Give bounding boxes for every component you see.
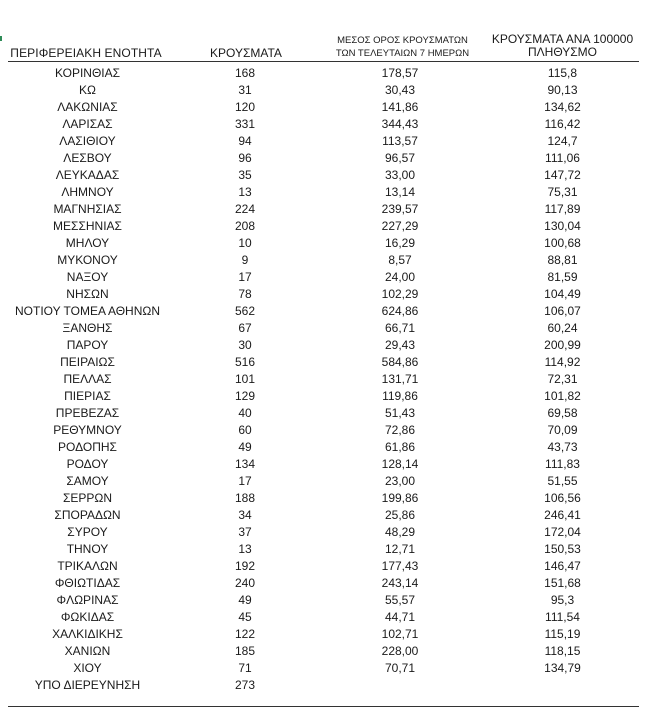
cases-cell: 67 — [238, 321, 252, 335]
table-row — [0, 303, 650, 320]
table-row — [0, 575, 650, 592]
cases-cell: 30 — [238, 338, 252, 352]
header-cases-per-100k — [485, 33, 640, 59]
cases-cell: 192 — [234, 559, 256, 573]
average-7day-cell: 344,43 — [381, 117, 419, 131]
per-100k-cell: 111,83 — [545, 457, 580, 471]
table-row — [0, 439, 650, 456]
per-100k-cell: 130,04 — [544, 219, 581, 233]
cases-cell: 40 — [238, 406, 252, 420]
table-row — [0, 507, 650, 524]
average-7day-cell: 243,14 — [381, 576, 419, 590]
average-7day-cell: 55,57 — [384, 593, 416, 607]
average-7day-cell: 66,71 — [384, 321, 416, 335]
region-cell: ΚΟΡΙΝΘΙΑΣ — [54, 66, 121, 80]
cases-cell: 208 — [234, 219, 256, 233]
cases-cell: 10 — [238, 236, 252, 250]
region-cell: ΡΕΘΥΜΝΟΥ — [53, 423, 122, 437]
cases-cell: 17 — [238, 270, 252, 284]
average-7day-cell: 13,14 — [384, 185, 416, 199]
region-cell: ΜΗΛΟΥ — [65, 236, 110, 250]
average-7day-cell: 30,43 — [384, 83, 416, 97]
table-row — [0, 592, 650, 609]
header-region: ΠΕΡΙΦΕΡΕΙΑΚΗ ΕΝΟΤΗΤΑ — [10, 46, 162, 60]
per-100k-cell: 111,54 — [545, 610, 580, 624]
cases-cell: 13 — [238, 185, 252, 199]
cases-cell: 37 — [238, 525, 252, 539]
cases-cell: 34 — [238, 508, 252, 522]
average-7day-cell: 16,29 — [384, 236, 416, 250]
cases-cell: 134 — [234, 457, 256, 471]
table-row — [0, 269, 650, 286]
average-7day-cell: 25,86 — [384, 508, 416, 522]
average-7day-cell: 23,00 — [384, 474, 416, 488]
region-cell: ΥΠΟ ΔΙΕΡΕΥΝΗΣΗ — [34, 678, 141, 692]
per-100k-cell: 134,62 — [544, 100, 581, 114]
cases-cell: 9 — [241, 253, 249, 267]
table-row — [0, 609, 650, 626]
average-7day-cell: 72,86 — [384, 423, 416, 437]
table-row — [0, 490, 650, 507]
table-row — [0, 677, 650, 694]
per-100k-cell: 200,99 — [544, 338, 581, 352]
edge-mark — [0, 36, 2, 41]
header-divider — [8, 61, 639, 62]
table-row — [0, 524, 650, 541]
cases-cell: 273 — [234, 678, 256, 692]
region-cell: ΣΠΟΡΑΔΩΝ — [54, 508, 121, 522]
header-7day-average-line2: ΤΩΝ ΤΕΛΕΥΤΑΙΩΝ 7 ΗΜΕΡΩΝ — [335, 48, 470, 59]
cases-cell: 168 — [234, 66, 256, 80]
header-7day-average — [330, 34, 475, 60]
table-row — [0, 354, 650, 371]
table-row — [0, 201, 650, 218]
cases-cell: 35 — [238, 168, 252, 182]
region-cell: ΠΑΡΟΥ — [66, 338, 109, 352]
table-row — [0, 541, 650, 558]
cases-cell: 185 — [234, 644, 256, 658]
region-cell: ΠΕΙΡΑΙΩΣ — [60, 355, 115, 369]
per-100k-cell: 114,92 — [544, 355, 581, 369]
average-7day-cell: 48,29 — [384, 525, 416, 539]
cases-cell: 240 — [234, 576, 256, 590]
average-7day-cell: 178,57 — [381, 66, 419, 80]
region-cell: ΧΑΛΚΙΔΙΚΗΣ — [52, 627, 123, 641]
table-row — [0, 660, 650, 677]
average-7day-cell: 102,29 — [381, 287, 419, 301]
region-cell: ΜΑΓΝΗΣΙΑΣ — [53, 202, 122, 216]
per-100k-cell: 124,7 — [547, 134, 578, 148]
average-7day-cell: 624,86 — [381, 304, 419, 318]
table-row — [0, 252, 650, 269]
region-cell: ΤΡΙΚΑΛΩΝ — [57, 559, 118, 573]
region-cell: ΠΙΕΡΙΑΣ — [64, 389, 111, 403]
per-100k-cell: 151,68 — [544, 576, 581, 590]
average-7day-cell: 239,57 — [381, 202, 419, 216]
region-cell: ΝΗΣΩΝ — [66, 287, 109, 301]
cases-cell: 122 — [234, 627, 256, 641]
average-7day-cell: 33,00 — [384, 168, 416, 182]
per-100k-cell: 246,41 — [544, 508, 581, 522]
region-cell: ΦΛΩΡΙΝΑΣ — [56, 593, 119, 607]
table-row — [0, 184, 650, 201]
region-cell: ΣΥΡΟΥ — [67, 525, 108, 539]
cases-cell: 71 — [238, 661, 252, 675]
table-row — [0, 456, 650, 473]
region-cell: ΛΑΡΙΣΑΣ — [62, 117, 113, 131]
header-cases-per-100k-line2: ΠΛΗΘΥΣΜΟ — [527, 45, 598, 59]
table-row — [0, 320, 650, 337]
region-cell: ΚΩ — [79, 83, 96, 97]
average-7day-cell: 61,86 — [384, 440, 416, 454]
cases-cell: 562 — [234, 304, 256, 318]
per-100k-cell: 101,82 — [544, 389, 581, 403]
per-100k-cell: 70,09 — [547, 423, 578, 437]
header-cases: ΚΡΟΥΣΜΑΤΑ — [210, 46, 282, 60]
header-cases-per-100k-line1: ΚΡΟΥΣΜΑΤΑ ΑΝΑ 100000 — [491, 32, 634, 46]
region-cell: ΦΘΙΩΤΙΔΑΣ — [54, 576, 121, 590]
average-7day-cell: 128,14 — [381, 457, 419, 471]
region-cell: ΣΕΡΡΩΝ — [62, 491, 113, 505]
region-cell: ΝΟΤΙΟΥ ΤΟΜΕΑ ΑΘΗΝΩΝ — [14, 304, 161, 318]
region-cell: ΛΑΣΙΘΙΟΥ — [59, 134, 116, 148]
per-100k-cell: 100,68 — [544, 236, 581, 250]
average-7day-cell: 113,57 — [382, 134, 418, 148]
average-7day-cell: 8,57 — [388, 253, 412, 267]
cases-cell: 96 — [238, 151, 252, 165]
average-7day-cell: 51,43 — [384, 406, 416, 420]
cases-cell: 120 — [234, 100, 256, 114]
per-100k-cell: 116,42 — [544, 117, 581, 131]
cases-cell: 224 — [234, 202, 256, 216]
average-7day-cell: 102,71 — [381, 627, 419, 641]
per-100k-cell: 51,55 — [547, 474, 578, 488]
cases-cell: 94 — [238, 134, 252, 148]
table-row — [0, 167, 650, 184]
average-7day-cell: 177,43 — [381, 559, 419, 573]
region-cell: ΣΑΜΟΥ — [66, 474, 109, 488]
region-cell: ΠΕΛΛΑΣ — [63, 372, 112, 386]
average-7day-cell: 119,86 — [382, 389, 418, 403]
cases-cell: 101 — [234, 372, 256, 386]
cases-cell: 49 — [238, 440, 252, 454]
table-row — [0, 133, 650, 150]
table-row — [0, 388, 650, 405]
region-cell: ΡΟΔΟΠΗΣ — [58, 440, 117, 454]
cases-cell: 17 — [238, 474, 252, 488]
per-100k-cell: 117,89 — [544, 202, 581, 216]
per-100k-cell: 88,81 — [547, 253, 578, 267]
average-7day-cell: 584,86 — [381, 355, 419, 369]
table-row — [0, 558, 650, 575]
cases-cell: 331 — [234, 117, 256, 131]
region-cell: ΡΟΔΟΥ — [66, 457, 109, 471]
table-row — [0, 643, 650, 660]
table-row — [0, 99, 650, 116]
table-row — [0, 337, 650, 354]
region-cell: ΛΕΣΒΟΥ — [63, 151, 112, 165]
table-row — [0, 626, 650, 643]
table-row — [0, 235, 650, 252]
per-100k-cell: 90,13 — [547, 83, 578, 97]
table-row — [0, 473, 650, 490]
table-row — [0, 286, 650, 303]
table-row — [0, 82, 650, 99]
per-100k-cell: 69,58 — [547, 406, 578, 420]
region-cell: ΜΥΚΟΝΟΥ — [57, 253, 118, 267]
average-7day-cell: 141,86 — [381, 100, 419, 114]
region-cell: ΛΑΚΩΝΙΑΣ — [57, 100, 118, 114]
per-100k-cell: 150,53 — [544, 542, 581, 556]
per-100k-cell: 115,8 — [547, 66, 578, 80]
per-100k-cell: 81,59 — [547, 270, 578, 284]
table-row — [0, 405, 650, 422]
per-100k-cell: 106,07 — [544, 304, 581, 318]
average-7day-cell: 24,00 — [384, 270, 416, 284]
cases-cell: 49 — [238, 593, 252, 607]
cases-cell: 129 — [234, 389, 256, 403]
region-cell: ΝΑΞΟΥ — [66, 270, 109, 284]
per-100k-cell: 111,06 — [545, 151, 580, 165]
region-cell: ΧΙΟΥ — [73, 661, 102, 675]
table-row — [0, 371, 650, 388]
per-100k-cell: 172,04 — [544, 525, 581, 539]
header-7day-average-line1: ΜΕΣΟΣ ΟΡΟΣ ΚΡΟΥΣΜΑΤΩΝ — [337, 35, 468, 46]
region-cell: ΦΩΚΙΔΑΣ — [60, 610, 115, 624]
region-cell: ΛΗΜΝΟΥ — [61, 185, 114, 199]
average-7day-cell: 227,29 — [381, 219, 419, 233]
average-7day-cell: 12,71 — [384, 542, 416, 556]
average-7day-cell: 228,00 — [381, 644, 419, 658]
table-row — [0, 150, 650, 167]
per-100k-cell: 106,56 — [544, 491, 581, 505]
average-7day-cell: 96,57 — [384, 151, 416, 165]
region-cell: ΞΑΝΘΗΣ — [62, 321, 113, 335]
cases-cell: 31 — [238, 83, 252, 97]
table-bottom-rule — [8, 706, 639, 707]
per-100k-cell: 75,31 — [547, 185, 578, 199]
average-7day-cell: 131,71 — [381, 372, 419, 386]
average-7day-cell: 29,43 — [384, 338, 416, 352]
per-100k-cell: 95,3 — [550, 593, 575, 607]
cases-cell: 78 — [238, 287, 252, 301]
table-row — [0, 116, 650, 133]
average-7day-cell: 199,86 — [381, 491, 419, 505]
table-body — [0, 65, 650, 694]
per-100k-cell: 43,73 — [547, 440, 578, 454]
cases-cell: 60 — [238, 423, 252, 437]
per-100k-cell: 134,79 — [544, 661, 581, 675]
per-100k-cell: 72,31 — [547, 372, 578, 386]
cases-cell: 45 — [238, 610, 252, 624]
table-row — [0, 422, 650, 439]
per-100k-cell: 115,19 — [544, 627, 581, 641]
region-cell: ΜΕΣΣΗΝΙΑΣ — [53, 219, 122, 233]
region-cell: ΠΡΕΒΕΖΑΣ — [55, 406, 120, 420]
average-7day-cell: 44,71 — [384, 610, 416, 624]
cases-cell: 13 — [238, 542, 252, 556]
per-100k-cell: 60,24 — [547, 321, 578, 335]
per-100k-cell: 118,15 — [544, 644, 581, 658]
table-row — [0, 218, 650, 235]
cases-cell: 516 — [234, 355, 256, 369]
region-cell: ΤΗΝΟΥ — [66, 542, 109, 556]
per-100k-cell: 147,72 — [544, 168, 581, 182]
average-7day-cell: 70,71 — [384, 661, 416, 675]
region-cell: ΧΑΝΙΩΝ — [64, 644, 111, 658]
per-100k-cell: 104,49 — [544, 287, 581, 301]
cases-cell: 188 — [234, 491, 256, 505]
table-row — [0, 65, 650, 82]
per-100k-cell: 146,47 — [544, 559, 581, 573]
region-cell: ΛΕΥΚΑΔΑΣ — [55, 168, 120, 182]
